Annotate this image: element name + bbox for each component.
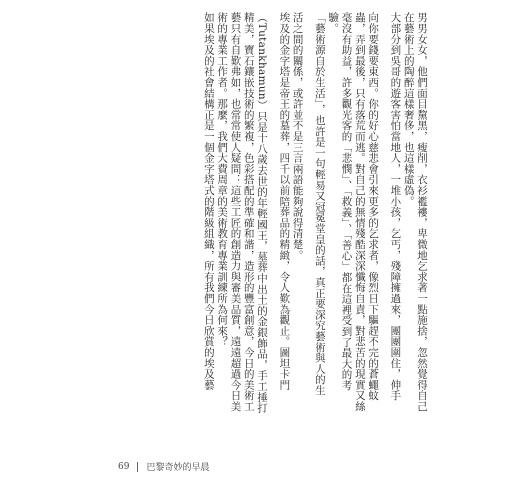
- text-line: 蟲，弄到最後，只有落荒而逃。對自己的無情殘酷深深懺悔自責，對悲苦的現實又絲: [353, 12, 366, 412]
- text-line: （Tutankhamun）只是十八歲去世的年輕國王，墓葬中出土的金銀飾品，手工捶打: [256, 12, 269, 414]
- body-text: [118, 12, 428, 448]
- text-line: 活之間的關係，或許並不是三言兩語能夠說得清楚。: [291, 12, 304, 261]
- running-title: 巴黎奇妙的早晨: [146, 463, 210, 473]
- page-number: 69: [118, 461, 130, 472]
- text-line: 「藝術源自於生活」，也許是一句輕易又冠冕堂皇的話，真正要深究藝術與人的生: [313, 12, 326, 396]
- text-line: 在藝術上的陶醉這樣奢侈，也這樣虛偽。: [402, 12, 415, 207]
- text-line: 毫沒有助益，許多觀光客的「悲憫」、「救義」、「善心」都在這裡受到了最大的考: [340, 12, 353, 391]
- text-line: 大部分到吳哥的遊客害怕當地人，一堆小孩，乞丐，殘障擁過來，團團圍住，伸手: [389, 12, 402, 401]
- text-line: 術的專業工作者。那麼，我們大費周章的美術教育專業訓練所為何來？: [216, 12, 229, 347]
- text-line: 精美，寶石鑲嵌技術的繁複，色彩搭配的準確和諧，造形的豐富創意，今日的美術工: [242, 12, 255, 412]
- text-line: 如果埃及的社會結構正是一個金字塔式的階級組織，所有我們今日欣賞的埃及藝: [202, 12, 215, 390]
- footer-divider: [137, 462, 138, 472]
- text-line: 男男女女，他們面目黧黑，瘦削，衣衫襤褸，卑微地乞求著一點施捨，忽然覺得自己: [416, 12, 428, 412]
- text-line: 驗。: [327, 12, 340, 34]
- text-line: 埃及的金字塔是帝王的墓葬，四千以前陪葬品的精緻，令人歎為觀止。圖坦卡門: [278, 12, 291, 390]
- text-line: 藝只有自歎弗如，也常常使人疑問：這些工匠的創造力與審美品質，遠遠超過今日美: [229, 12, 242, 412]
- text-line: 向你要錢要東西。你的好心慈悲會引來更多的乞求者，像烈日下驅趕不完的蒼蠅蚊: [367, 12, 380, 401]
- page-footer: [118, 460, 209, 473]
